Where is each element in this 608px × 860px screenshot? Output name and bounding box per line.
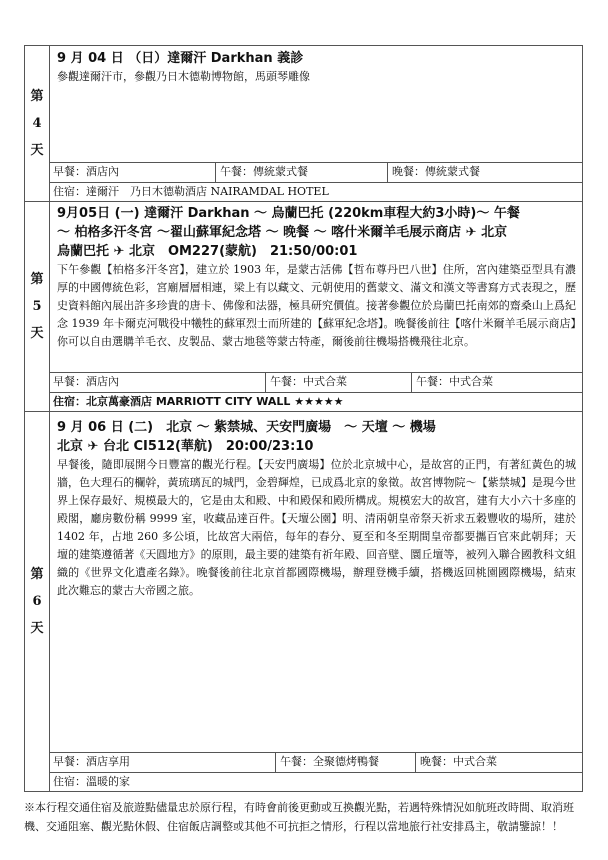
title-line: 北京 ✈ 台北 CI512(華航) 20:00/23:10 xyxy=(57,439,314,454)
hotel-row: 住宿：北京萬豪酒店 MARRIOTT CITY WALL ★★★★★ xyxy=(49,392,582,411)
breakfast-cell: 早餐：酒店內 xyxy=(53,375,119,388)
day-4-block xyxy=(24,45,583,202)
lunch-cell: 午餐：中式合菜 xyxy=(265,373,411,392)
meals-row xyxy=(49,752,582,772)
hotel-row: 住宿：溫暖的家 xyxy=(49,772,582,791)
day-label-char: 天 xyxy=(30,143,44,158)
day-label-char: 6 xyxy=(32,594,42,609)
lunch-cell: 午餐：全聚德烤鴨餐 xyxy=(275,753,415,772)
title-line: ～ 柏格多汗冬宮 ～翟山蘇軍紀念塔 ～ 晚餐 ～ 喀什米爾羊毛展示商店 ✈ 北京 xyxy=(57,225,508,240)
day-title xyxy=(49,202,582,261)
day-label-char: 第 xyxy=(30,89,44,104)
day-title xyxy=(49,412,582,456)
meals-row xyxy=(49,372,582,392)
day-label-char: 第 xyxy=(30,272,44,287)
day-description: 參觀達爾汗市，參觀乃日木德勒博物館，馬頭琴雕像 xyxy=(57,70,310,83)
day-label-char: 第 xyxy=(30,567,44,582)
day-label xyxy=(25,46,50,201)
dinner-cell: 晚餐：傳統蒙式餐 xyxy=(387,163,582,182)
day-label xyxy=(25,412,50,791)
lunch-cell: 午餐：傳統蒙式餐 xyxy=(215,163,387,182)
day-5-block xyxy=(24,201,583,412)
day-label-char: 5 xyxy=(32,299,42,314)
breakfast-cell: 早餐：酒店享用 xyxy=(53,755,130,768)
title-line: 9月05日 (一) 達爾汗 Darkhan ～ 烏蘭巴托 (220km車程大約3小時)～ 午餐 xyxy=(57,206,520,221)
breakfast-cell: 早餐：酒店內 xyxy=(53,165,119,178)
day-description: 下午參觀【柏格多汗冬宮】，建立於 1903 年，是蒙古活佛【哲布尊丹巴八世】住所，宮內建築亞型具有濃厚的中國傳統色彩，宮廟層層相連，梁上有以藏文、元朝使用的舊蒙文、滿文和漢文等書寫方式表現之，歷史資料館內展出許多珍貴的唐卡、佛像和法器，極具研究價值。接著參觀位於烏蘭巴托南郊的齋桑山上爲紀念 1939 年卡爾克河戰役中犧牲的蘇軍烈士而所建的【蘇軍紀念塔】。晚餐後前往【喀什米爾羊毛展示商店】你可以自由選購羊毛衣、皮製品、蒙古地毯等蒙古特產，爾後前往機場搭機飛往北京。 xyxy=(57,263,576,348)
day-label-char: 天 xyxy=(30,326,44,341)
dinner-cell: 午餐：中式合菜 xyxy=(411,373,582,392)
day-6-block xyxy=(24,411,583,792)
day-title: 9 月 04 日 （日）達爾汗 Darkhan 義診 xyxy=(57,51,304,66)
dinner-cell: 晚餐：中式合菜 xyxy=(415,753,582,772)
day-description: 早餐後，隨即展開今日豐富的觀光行程。【天安門廣場】位於北京城中心，是故宮的正門，有著紅黃色的城牆，色大理石的欄幹，黃琉璃瓦的城門，金碧輝煌，已成爲北京的象徵。故宮博物院～【紫禁城】是現今世界上保存最好、規模最大的，它是由太和殿、中和殿保和殿所構成。規模宏大的故宮，建有大小六十多座的殿閣，廳房數份稱 9999 室，收藏品達百件。【天壇公園】明、清兩朝皇帝祭天祈求五穀豐收的場所，建於 1402 年，占地 260 多公頃，比故宮大兩倍，每年的春分、夏至和冬至期間皇帝都要攜百官來此朝拜；天壇的建築遵循著《天圓地方》的原則，最主要的建築有祈年殿、回音壁、圜丘壇等，被列入聯合國教科文組織的《世界文化遺產名錄》。晚餐後前往北京首都國際機場，辦理登機手續，搭機返回桃園國際機場，結束此次難忘的蒙古大帝國之旅。 xyxy=(57,458,576,597)
title-line: 烏蘭巴托 ✈ 北京 OM227(蒙航) 21:50/00:01 xyxy=(57,244,358,259)
title-line: 9 月 06 日 (二) 北京 ～ 紫禁城、天安門廣場 ～ 天壇 ～ 機場 xyxy=(57,420,436,435)
meals-row xyxy=(49,162,582,182)
day-label-char: 天 xyxy=(30,621,44,636)
day-label-char: 4 xyxy=(32,116,42,131)
hotel-row: 住宿：達爾汗 乃日木德勒酒店 NAIRAMDAL HOTEL xyxy=(49,182,582,201)
day-label xyxy=(25,202,50,411)
disclaimer-note: ※本行程交通住宿及旅遊點儘量忠於原行程，有時會前後更動或互換觀光點，若遇特殊情況如航班改時間、取消班機、交通阻塞、觀光點休假、住宿飯店調整或其他不可抗拒之情形，行程以當地旅行社安排爲主，敬請鑒諒！！ xyxy=(24,801,574,833)
